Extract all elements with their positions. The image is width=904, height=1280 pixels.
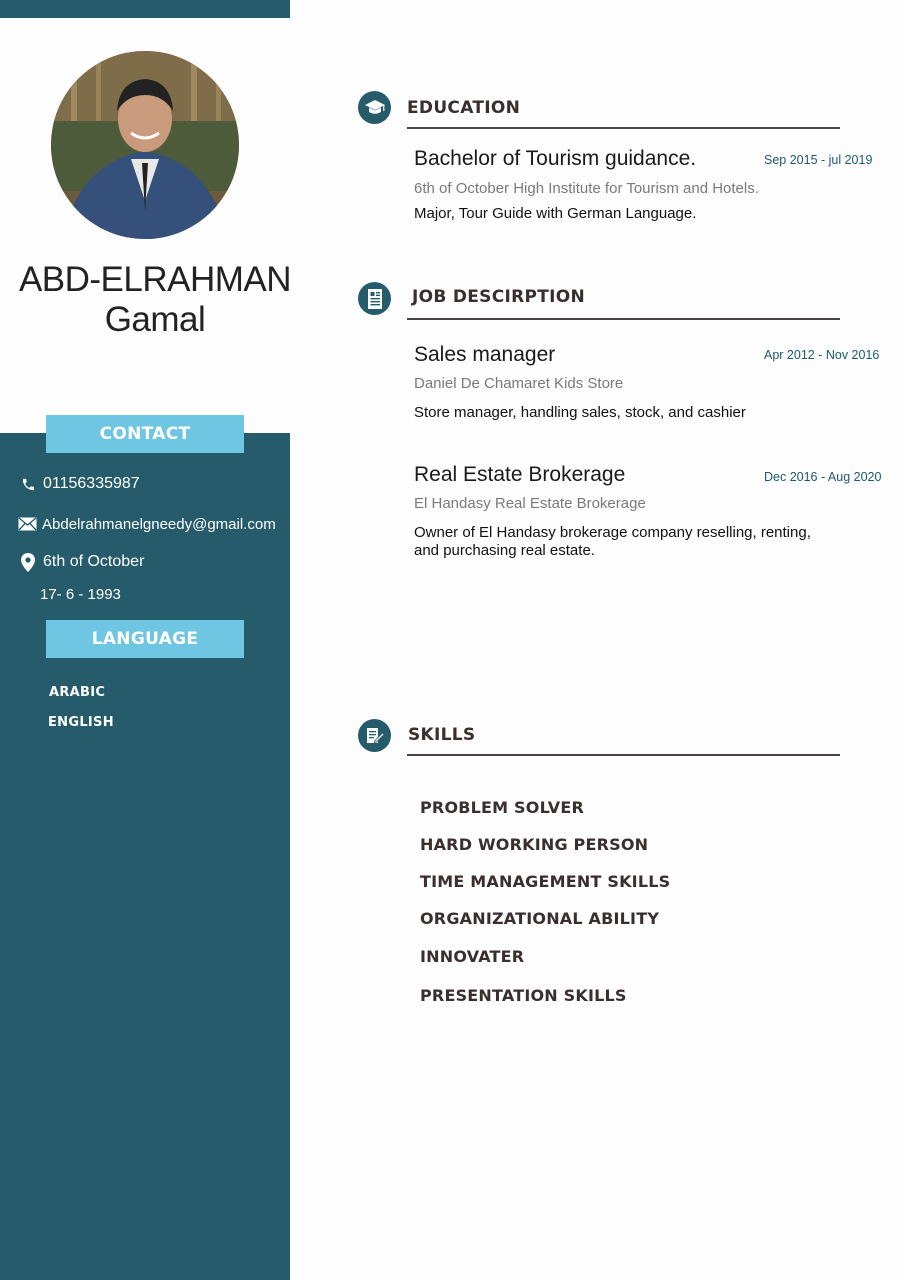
date-of-birth: 17- 6 - 1993 [40, 586, 121, 603]
skill-item: TIME MANAGEMENT SKILLS [420, 872, 671, 891]
job-dates: Dec 2016 - Aug 2020 [764, 470, 882, 484]
envelope-icon [17, 514, 37, 534]
language-item: ENGLISH [48, 715, 114, 730]
job-description-line: Owner of El Handasy brokerage company reselling, renting, [414, 524, 811, 541]
contact-location [18, 552, 144, 572]
job-company: El Handasy Real Estate Brokerage [414, 495, 646, 512]
graduation-cap-icon [358, 91, 391, 124]
skill-item: PRESENTATION SKILLS [420, 986, 627, 1005]
skill-item: INNOVATER [420, 947, 525, 966]
edit-document-icon [358, 719, 391, 752]
city: 6th of October [43, 553, 145, 570]
email-address[interactable]: Abdelrahmanelgneedy@gmail.com [42, 515, 276, 533]
contact-phone [18, 474, 140, 494]
contact-heading: CONTACT [46, 415, 244, 453]
job-title: Sales manager [414, 343, 556, 366]
document-icon [358, 282, 391, 315]
education-dates: Sep 2015 - jul 2019 [764, 153, 873, 167]
map-pin-icon [18, 552, 38, 572]
skill-item: PROBLEM SOLVER [420, 798, 585, 817]
phone-icon [18, 474, 38, 494]
skill-item: HARD WORKING PERSON [420, 835, 649, 854]
skills-divider [407, 754, 840, 756]
education-institute: 6th of October High Institute for Tourism and Hotels. [414, 180, 759, 197]
education-major: Major, Tour Guide with German Language. [414, 205, 697, 222]
skill-item: ORGANIZATIONAL ABILITY [420, 909, 660, 928]
job-description: Store manager, handling sales, stock, and cashier [414, 404, 746, 421]
contact-email [17, 514, 276, 534]
candidate-last-name: Gamal [104, 300, 206, 339]
education-heading: EDUCATION [407, 98, 521, 118]
skills-heading: SKILLS [408, 725, 476, 745]
education-divider [407, 127, 840, 129]
candidate-first-name: ABD-ELRAHMAN [18, 260, 292, 299]
job-dates: Apr 2012 - Nov 2016 [764, 348, 880, 362]
job-company: Daniel De Chamaret Kids Store [414, 375, 624, 392]
phone-number: 01156335987 [43, 475, 140, 492]
language-heading: LANGUAGE [46, 620, 244, 658]
job-description-line: and purchasing real estate. [414, 542, 595, 559]
job-heading: JOB DESCIRPTION [412, 287, 586, 307]
top-accent-bar [0, 0, 290, 18]
language-item: ARABIC [49, 685, 106, 700]
profile-photo [51, 51, 239, 239]
job-title: Real Estate Brokerage [414, 463, 626, 486]
education-degree: Bachelor of Tourism guidance. [414, 147, 697, 170]
job-divider [407, 318, 840, 320]
